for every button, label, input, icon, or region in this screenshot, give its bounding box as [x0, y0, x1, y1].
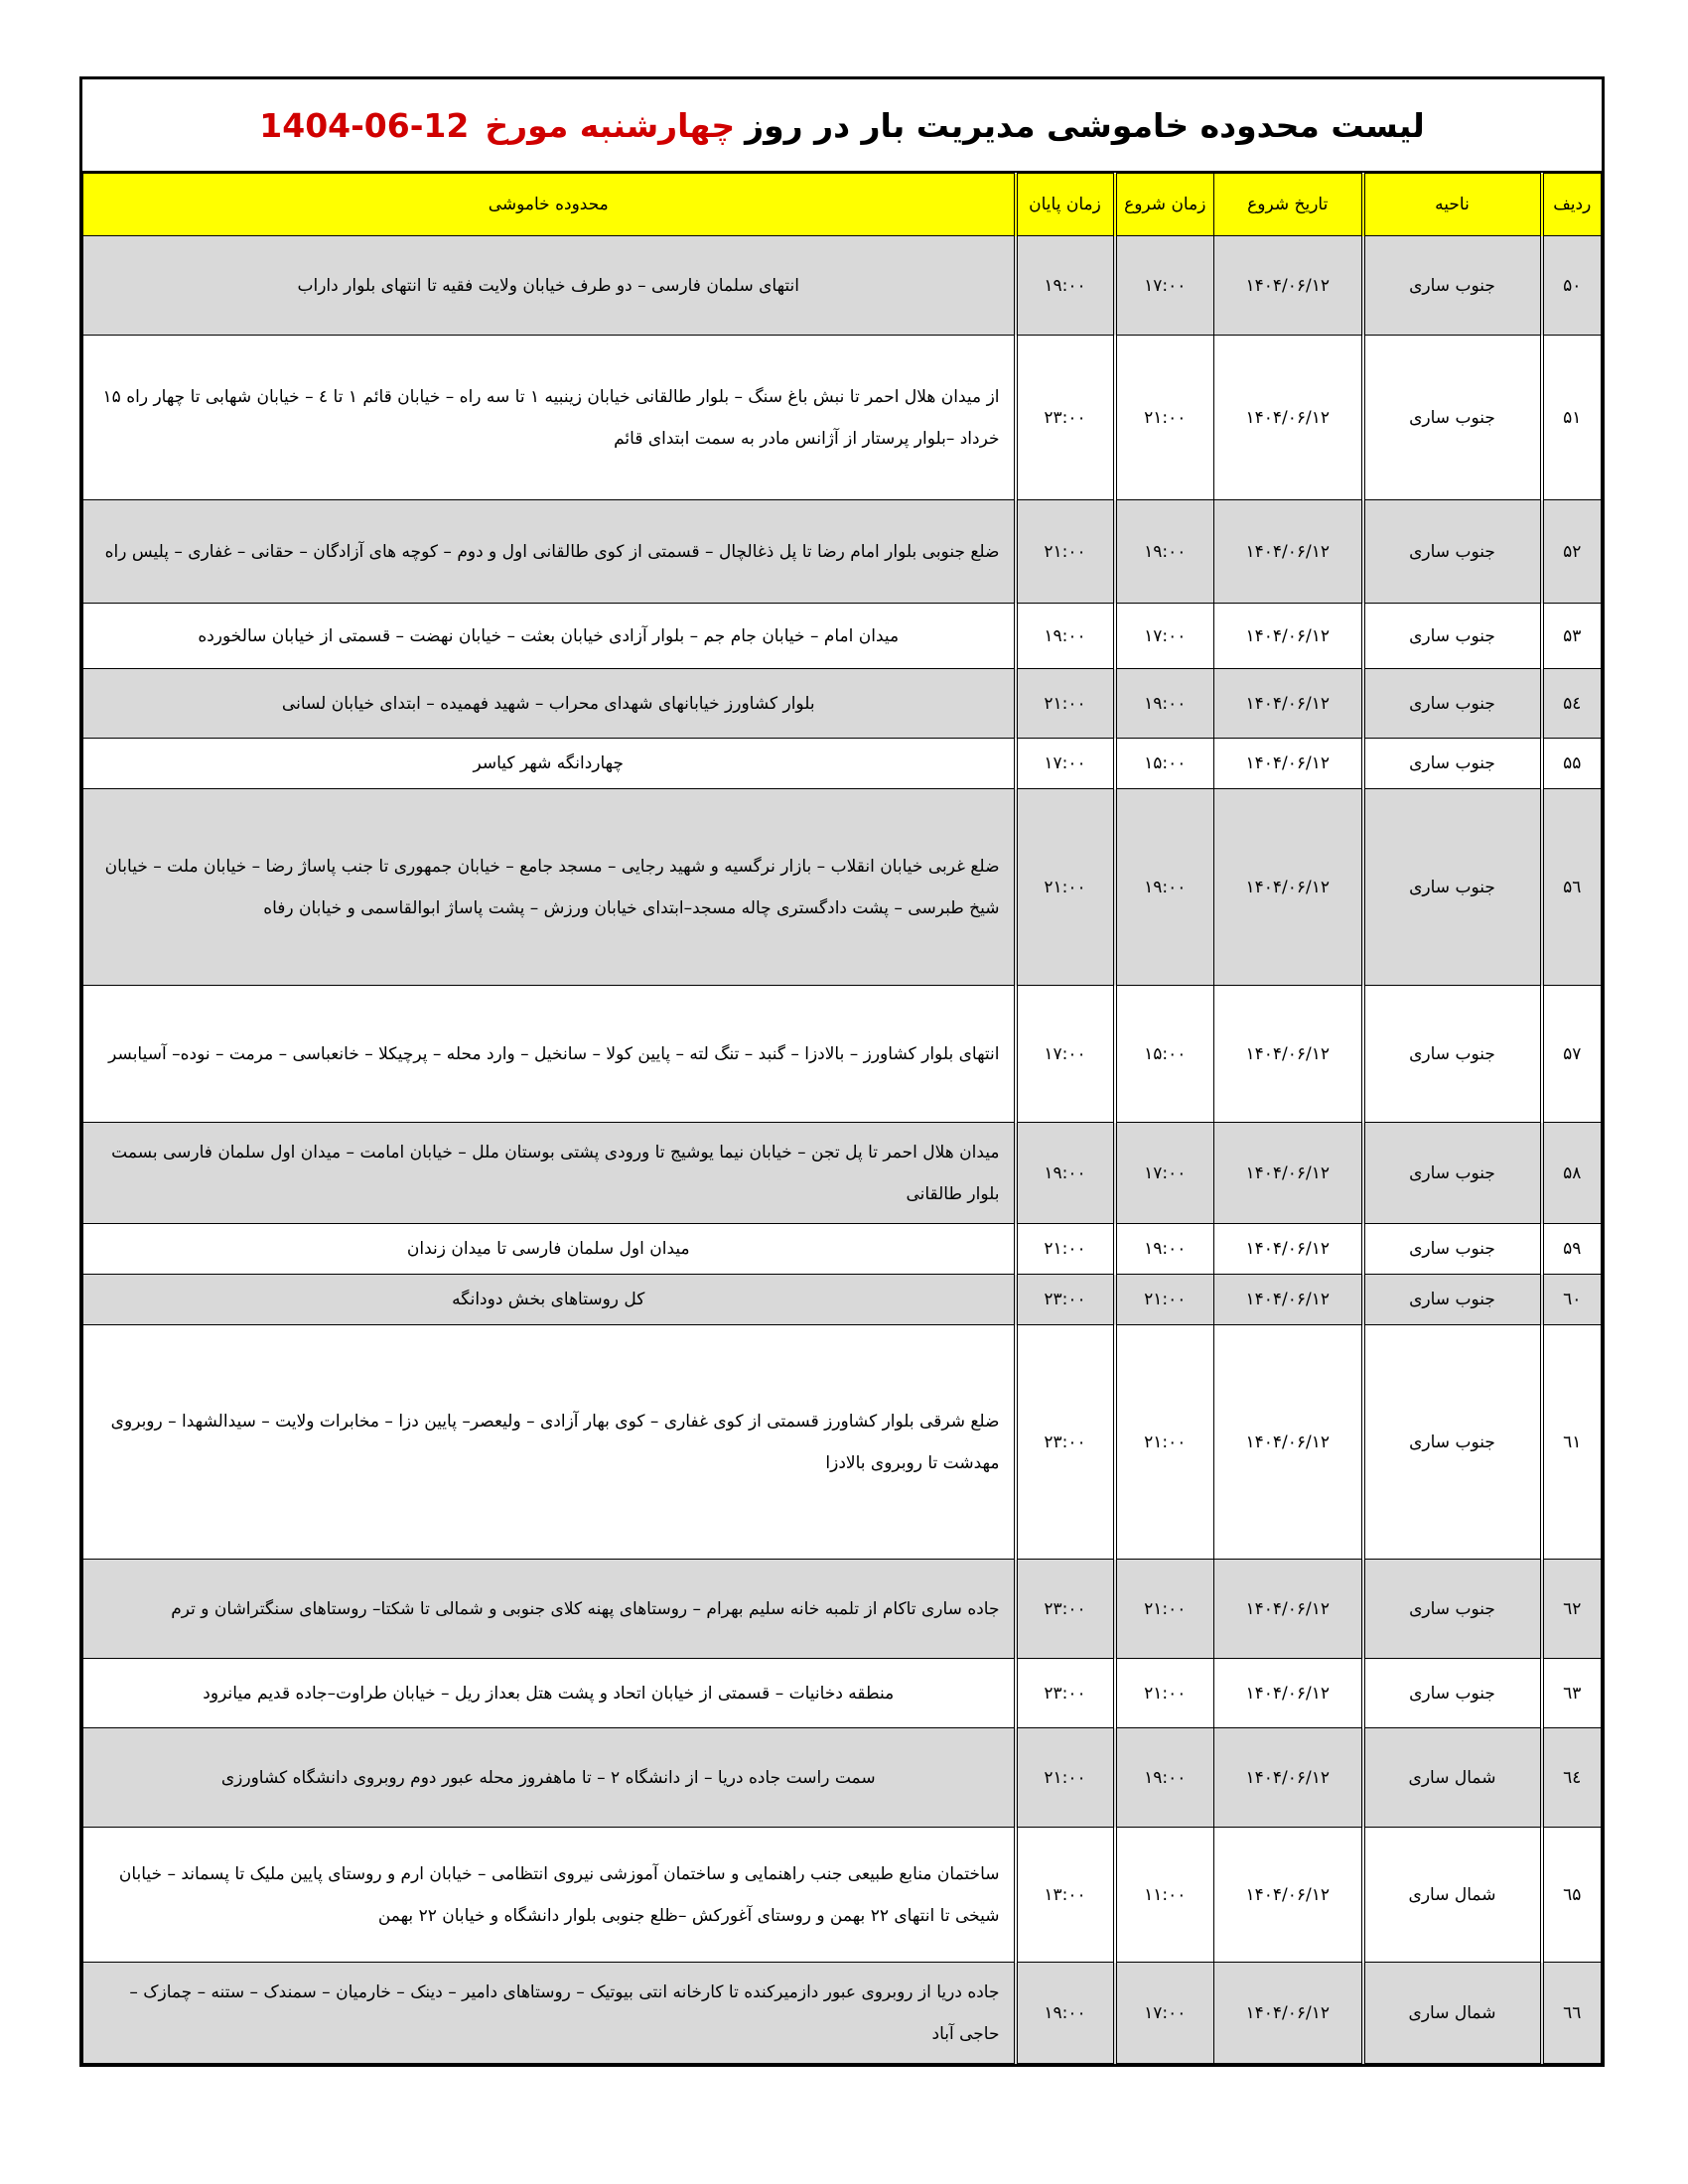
cell-area: منطقه دخانیات – قسمتی از خیابان اتحاد و پشت هتل بعداز ریل – خیابان طراوت–جاده قدیم میانرود — [83, 1659, 1016, 1728]
cell-end-time: ۲۳:۰۰ — [1016, 336, 1115, 500]
table-row — [83, 1325, 1602, 1560]
document-frame — [79, 76, 1605, 2067]
cell-region: جنوب ساری — [1363, 500, 1542, 604]
table-row — [83, 500, 1602, 604]
cell-row-number: ۵۹ — [1542, 1224, 1602, 1275]
cell-area: میدان هلال احمر تا پل تجن – خیابان نیما یوشیج تا ورودی پشتی بوستان ملل – خیابان امامت – میدان اول سلمان فارسی بسمت بلوار طالقانی — [83, 1123, 1016, 1224]
cell-row-number: ۵۲ — [1542, 500, 1602, 604]
cell-row-number: ٦۱ — [1542, 1325, 1602, 1560]
page-title — [82, 79, 1602, 173]
cell-end-time: ۲۳:۰۰ — [1016, 1325, 1115, 1560]
cell-start-time: ۱۵:۰۰ — [1115, 739, 1214, 789]
cell-region: جنوب ساری — [1363, 236, 1542, 336]
table-row — [83, 1275, 1602, 1325]
cell-start-time: ۱۵:۰۰ — [1115, 986, 1214, 1123]
cell-row-number: ۵۵ — [1542, 739, 1602, 789]
header-start-time: زمان شروع — [1115, 174, 1214, 236]
cell-end-time: ۱۹:۰۰ — [1016, 236, 1115, 336]
cell-area: از میدان هلال احمر تا نبش باغ سنگ – بلوار طالقانی خیابان زینبیه ۱ تا سه راه – خیابان قائم ۱ تا ٤ – خیابان شهابی تا چهار راه ۱۵ خرداد –بلوار پرستار از آژانس مادر به سمت ابتدای قائم — [83, 336, 1016, 500]
cell-start-date: ۱۴۰۴/۰۶/۱۲ — [1214, 1963, 1363, 2064]
cell-start-time: ۱۹:۰۰ — [1115, 669, 1214, 739]
cell-end-time: ۲۳:۰۰ — [1016, 1275, 1115, 1325]
table-row — [83, 986, 1602, 1123]
cell-region: جنوب ساری — [1363, 1325, 1542, 1560]
header-end-time: زمان پایان — [1016, 174, 1115, 236]
cell-start-time: ۱۷:۰۰ — [1115, 604, 1214, 669]
cell-area: میدان اول سلمان فارسی تا میدان زندان — [83, 1224, 1016, 1275]
cell-start-date: ۱۴۰۴/۰۶/۱۲ — [1214, 604, 1363, 669]
header-start-date: تاریخ شروع — [1214, 174, 1363, 236]
cell-end-time: ۱۳:۰۰ — [1016, 1828, 1115, 1963]
cell-area: بلوار کشاورز خیابانهای شهدای محراب – شهید فهمیده – ابتدای خیابان لسانی — [83, 669, 1016, 739]
cell-start-date: ۱۴۰۴/۰۶/۱۲ — [1214, 789, 1363, 986]
cell-row-number: ۵۷ — [1542, 986, 1602, 1123]
table-row — [83, 1828, 1602, 1963]
cell-start-time: ۲۱:۰۰ — [1115, 336, 1214, 500]
cell-row-number: ۵۸ — [1542, 1123, 1602, 1224]
cell-row-number: ۵۱ — [1542, 336, 1602, 500]
cell-start-date: ۱۴۰۴/۰۶/۱۲ — [1214, 236, 1363, 336]
title-day: چهارشنبه مورخ — [485, 105, 736, 145]
cell-end-time: ۲۱:۰۰ — [1016, 1728, 1115, 1828]
cell-end-time: ۲۱:۰۰ — [1016, 500, 1115, 604]
cell-row-number: ٦۰ — [1542, 1275, 1602, 1325]
cell-area: چهاردانگه شهر کیاسر — [83, 739, 1016, 789]
cell-start-date: ۱۴۰۴/۰۶/۱۲ — [1214, 1224, 1363, 1275]
table-row — [83, 1560, 1602, 1659]
cell-row-number: ۵۳ — [1542, 604, 1602, 669]
cell-area: میدان امام – خیابان جام جم – بلوار آزادی خیابان بعثت – خیابان نهضت – قسمتی از خیابان سالخورده — [83, 604, 1016, 669]
cell-region: جنوب ساری — [1363, 336, 1542, 500]
table-row — [83, 1659, 1602, 1728]
header-area: محدوده خاموشی — [83, 174, 1016, 236]
cell-start-date: ۱۴۰۴/۰۶/۱۲ — [1214, 500, 1363, 604]
cell-area: ضلع جنوبی بلوار امام رضا تا پل ذغالچال – قسمتی از کوی طالقانی اول و دوم – کوچه های آزادگان – حقانی – غفاری – پلیس راه — [83, 500, 1016, 604]
table-row — [83, 1123, 1602, 1224]
cell-region: جنوب ساری — [1363, 1659, 1542, 1728]
cell-start-time: ۲۱:۰۰ — [1115, 1325, 1214, 1560]
cell-start-time: ۲۱:۰۰ — [1115, 1275, 1214, 1325]
cell-start-date: ۱۴۰۴/۰۶/۱۲ — [1214, 739, 1363, 789]
cell-end-time: ۲۱:۰۰ — [1016, 669, 1115, 739]
cell-area: انتهای سلمان فارسی – دو طرف خیابان ولایت فقیه تا انتهای بلوار داراب — [83, 236, 1016, 336]
cell-row-number: ٦۲ — [1542, 1560, 1602, 1659]
cell-region: شمال ساری — [1363, 1828, 1542, 1963]
table-row — [83, 739, 1602, 789]
cell-region: جنوب ساری — [1363, 1560, 1542, 1659]
table-row — [83, 604, 1602, 669]
cell-end-time: ۲۱:۰۰ — [1016, 1224, 1115, 1275]
cell-start-time: ۱۹:۰۰ — [1115, 500, 1214, 604]
cell-row-number: ٦٦ — [1542, 1963, 1602, 2064]
cell-end-time: ۲۳:۰۰ — [1016, 1560, 1115, 1659]
cell-region: جنوب ساری — [1363, 739, 1542, 789]
cell-start-time: ۲۱:۰۰ — [1115, 1659, 1214, 1728]
cell-region: جنوب ساری — [1363, 1123, 1542, 1224]
cell-start-time: ۲۱:۰۰ — [1115, 1560, 1214, 1659]
cell-region: شمال ساری — [1363, 1728, 1542, 1828]
table-row — [83, 1963, 1602, 2064]
cell-area: ضلع شرقی بلوار کشاورز قسمتی از کوی غفاری – کوی بهار آزادی – ولیعصر– پایین دزا – مخابرات ولایت – سیدالشهدا – روبروی مهدشت تا روبروی بالادزا — [83, 1325, 1016, 1560]
cell-start-time: ۱۷:۰۰ — [1115, 236, 1214, 336]
cell-start-time: ۱۱:۰۰ — [1115, 1828, 1214, 1963]
cell-region: شمال ساری — [1363, 1963, 1542, 2064]
table-row — [83, 669, 1602, 739]
cell-area: سمت راست جاده دریا – از دانشگاه ۲ – تا ماهفروز محله عبور دوم روبروی دانشگاه کشاورزی — [83, 1728, 1016, 1828]
cell-start-date: ۱۴۰۴/۰۶/۱۲ — [1214, 336, 1363, 500]
table-row — [83, 336, 1602, 500]
cell-start-date: ۱۴۰۴/۰۶/۱۲ — [1214, 669, 1363, 739]
cell-start-time: ۱۹:۰۰ — [1115, 1224, 1214, 1275]
cell-end-time: ۱۹:۰۰ — [1016, 1123, 1115, 1224]
title-main: لیست محدوده خاموشی مدیریت بار در روز — [745, 105, 1425, 145]
cell-start-date: ۱۴۰۴/۰۶/۱۲ — [1214, 1325, 1363, 1560]
cell-row-number: ٦۵ — [1542, 1828, 1602, 1963]
cell-area: انتهای بلوار کشاورز – بالادزا – گنبد – تنگ لته – پایین کولا – سانخیل – وارد محله – پرچیکلا – خانعباسی – مرمت – نوده– آسیابسر — [83, 986, 1016, 1123]
cell-start-date: ۱۴۰۴/۰۶/۱۲ — [1214, 1728, 1363, 1828]
cell-start-date: ۱۴۰۴/۰۶/۱۲ — [1214, 1828, 1363, 1963]
cell-row-number: ۵۰ — [1542, 236, 1602, 336]
cell-area: جاده ساری تاکام از تلمبه خانه سلیم بهرام – روستاهای پهنه کلای جنوبی و شمالی تا شکتا– روستاهای سنگتراشان و ترم — [83, 1560, 1016, 1659]
cell-start-date: ۱۴۰۴/۰۶/۱۲ — [1214, 1123, 1363, 1224]
cell-region: جنوب ساری — [1363, 1224, 1542, 1275]
cell-area: ضلع غربی خیابان انقلاب – بازار نرگسیه و شهید رجایی – مسجد جامع – خیابان جمهوری تا جنب پاساژ رضا – خیابان ملت – خیابان شیخ طبرسی – پشت دادگستری چاله مسجد–ابتدای خیابان ورزش – پشت پاساژ ابوالقاسمی و خیابان رفاه — [83, 789, 1016, 986]
cell-end-time: ۱۹:۰۰ — [1016, 604, 1115, 669]
cell-end-time: ۲۳:۰۰ — [1016, 1659, 1115, 1728]
header-row-number: ردیف — [1542, 174, 1602, 236]
cell-area: کل روستاهای بخش دودانگه — [83, 1275, 1016, 1325]
table-header-row — [83, 174, 1602, 236]
cell-end-time: ۱۷:۰۰ — [1016, 739, 1115, 789]
header-region: ناحیه — [1363, 174, 1542, 236]
cell-start-date: ۱۴۰۴/۰۶/۱۲ — [1214, 1560, 1363, 1659]
cell-end-time: ۱۹:۰۰ — [1016, 1963, 1115, 2064]
table-row — [83, 236, 1602, 336]
title-date: 1404-06-12 — [259, 105, 470, 145]
cell-region: جنوب ساری — [1363, 669, 1542, 739]
cell-region: جنوب ساری — [1363, 789, 1542, 986]
table-row — [83, 789, 1602, 986]
cell-start-date: ۱۴۰۴/۰۶/۱۲ — [1214, 986, 1363, 1123]
cell-region: جنوب ساری — [1363, 986, 1542, 1123]
cell-region: جنوب ساری — [1363, 1275, 1542, 1325]
cell-row-number: ٦۳ — [1542, 1659, 1602, 1728]
outage-table — [82, 173, 1602, 2064]
cell-start-date: ۱۴۰۴/۰۶/۱۲ — [1214, 1275, 1363, 1325]
cell-start-time: ۱۷:۰۰ — [1115, 1963, 1214, 2064]
cell-area: جاده دریا از روبروی عبور دازمیرکنده تا کارخانه انتی بیوتیک – روستاهای دامیر – دینک – خارمیان – سمندک – ستنه – چمازک – حاجی آباد — [83, 1963, 1016, 2064]
table-row — [83, 1728, 1602, 1828]
table-row — [83, 1224, 1602, 1275]
cell-region: جنوب ساری — [1363, 604, 1542, 669]
cell-row-number: ۵٦ — [1542, 789, 1602, 986]
cell-start-time: ۱۹:۰۰ — [1115, 1728, 1214, 1828]
cell-area: ساختمان منابع طبیعی جنب راهنمایی و ساختمان آموزشی نیروی انتظامی – خیابان ارم و روستای پایین ملیک تا پسماند – خیابان شیخی تا انتهای ۲۲ بهمن و روستای آغورکش –ظلع جنوبی بلوار دانشگاه و خیابان ۲۲ بهمن — [83, 1828, 1016, 1963]
table-body — [83, 236, 1602, 2064]
cell-end-time: ۲۱:۰۰ — [1016, 789, 1115, 986]
cell-start-time: ۱۷:۰۰ — [1115, 1123, 1214, 1224]
cell-row-number: ٦٤ — [1542, 1728, 1602, 1828]
cell-start-time: ۱۹:۰۰ — [1115, 789, 1214, 986]
cell-end-time: ۱۷:۰۰ — [1016, 986, 1115, 1123]
cell-start-date: ۱۴۰۴/۰۶/۱۲ — [1214, 1659, 1363, 1728]
cell-row-number: ۵٤ — [1542, 669, 1602, 739]
